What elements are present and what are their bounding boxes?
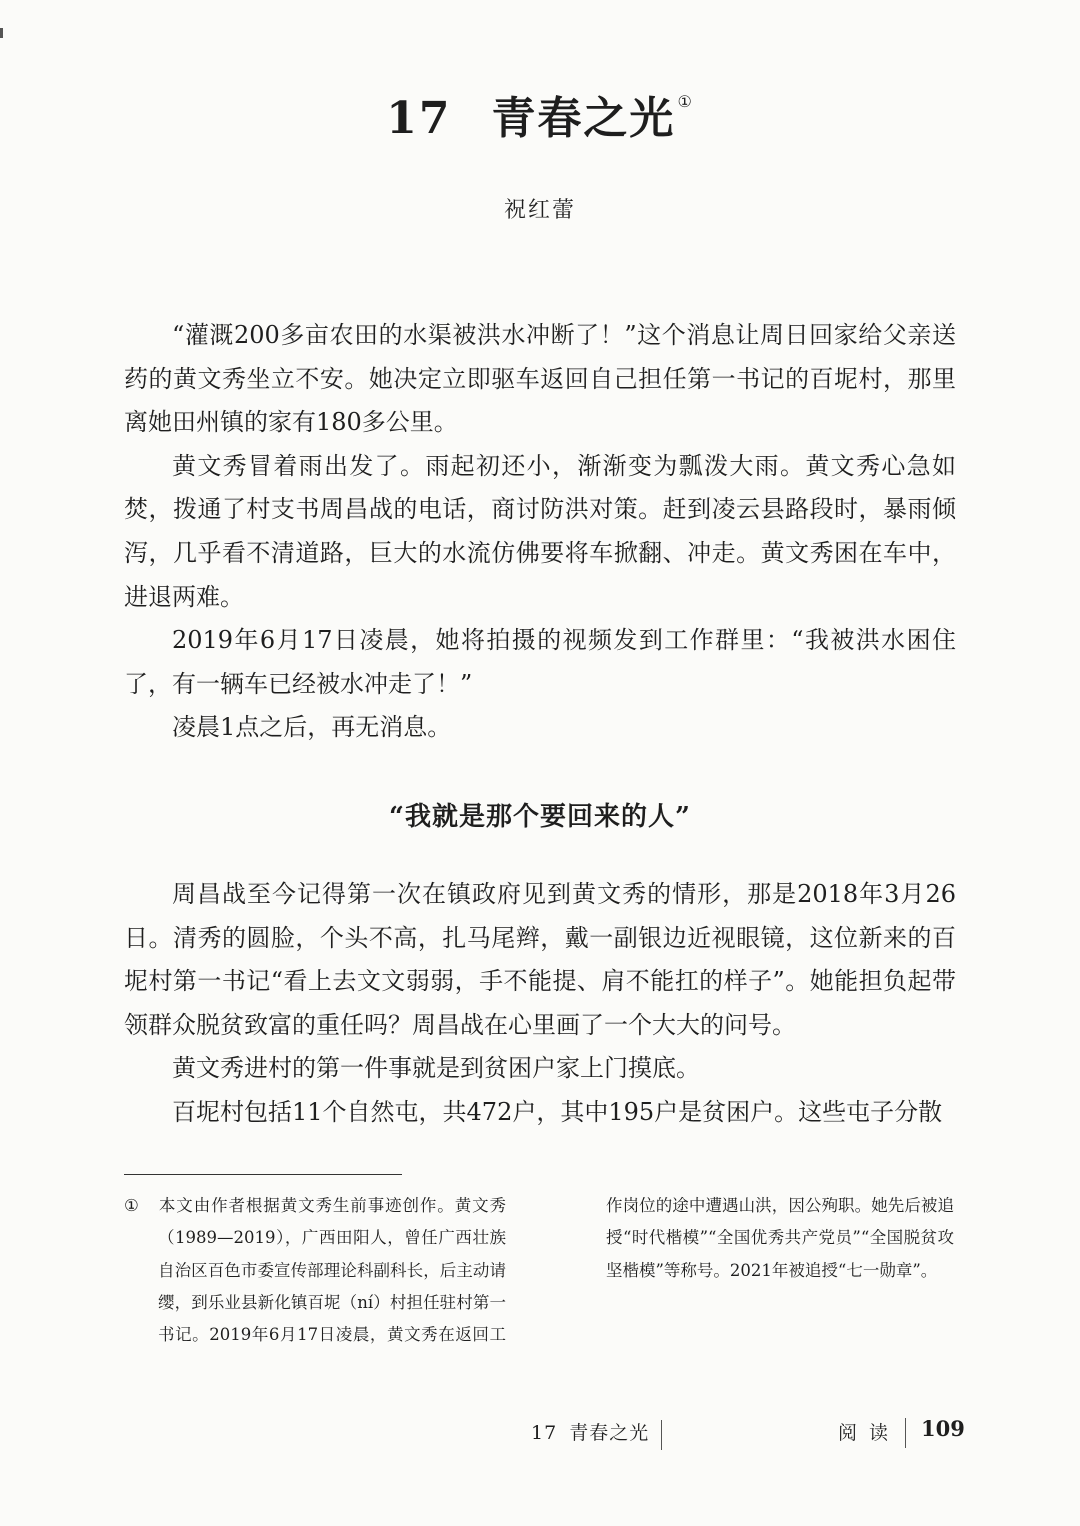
paragraph: 周昌战至今记得第一次在镇政府见到黄文秀的情形，那是2018年3月26日。清秀的圆脸，个头不高，扎马尾辫，戴一副银边近视眼镜，这位新来的百坭村第一书记“看上去文文弱弱，手不能提、肩不能扛的样子”。她能担负起带领群众脱贫致富的重任吗？周昌战在心里画了一个大大的问号。 <box>124 880 956 1039</box>
running-footer-chapter <box>531 1418 649 1445</box>
page-number: 109 <box>921 1416 965 1441</box>
section-subheading: “我就是那个要回来的人” <box>389 802 691 832</box>
author-name: 祝红蕾 <box>503 198 576 223</box>
footnote-reference[interactable]: ① <box>677 92 694 111</box>
footnote-text: 本文由作者根据黄文秀生前事迹创作。黄文秀（1989—2019），广西田阳人，曾任广西壮族自治区百色市委宣传部理论科副科长，后主动请缨，到乐业县新化镇百坭（ní）村担任驻村第一书记。2019年6月17日凌晨，黄文秀在返回工作岗位的途中遭遇山洪，因公殉职。她先后被追授“时代楷模”“全国优秀共产党员”“全国脱贫攻坚楷模”等称号。2021年被追授“七一勋章”。 <box>158 1196 954 1345</box>
article-title <box>0 92 1080 146</box>
footer-divider <box>905 1418 906 1448</box>
footnote <box>124 1190 954 1354</box>
article-title-text: 青春之光 <box>491 93 676 144</box>
footer-chapter-title: 青春之光 <box>569 1422 650 1444</box>
footnote-body <box>124 1190 954 1354</box>
article-number: 17 <box>386 93 452 144</box>
paragraph: “灌溉200多亩农田的水渠被洪水冲断了！”这个消息让周日回家给父亲送药的黄文秀坐立不安。她决定立即驱车返回自己担任第一书记的百坭村，那里离她田州镇的家有180多公里。 <box>124 321 956 437</box>
paragraph: 黄文秀冒着雨出发了。雨起初还小，渐渐变为瓢泼大雨。黄文秀心急如焚，拨通了村支书周昌战的电话，商讨防洪对策。赶到凌云县路段时，暴雨倾泻，几乎看不清道路，巨大的水流仿佛要将车掀翻、冲走。黄文秀困在车中，进退两难。 <box>124 451 956 611</box>
scan-edge-mark <box>0 28 3 38</box>
body-section-1 <box>124 314 956 750</box>
body-section-2 <box>124 873 956 1135</box>
paragraph: 凌晨1点之后，再无消息。 <box>172 713 452 742</box>
footer-section-label: 阅读 <box>838 1422 901 1444</box>
paragraph: 百坭村包括11个自然屯，共472户，其中195户是贫困户。这些屯子分散 <box>172 1097 943 1126</box>
footer-chapter-number: 17 <box>531 1422 558 1444</box>
footnote-marker: ① <box>124 1196 139 1215</box>
footnote-divider <box>124 1174 402 1175</box>
paragraph: 黄文秀进村的第一件事就是到贫困户家上门摸底。 <box>172 1054 700 1083</box>
page-footer <box>0 1414 1080 1454</box>
footer-divider <box>661 1420 662 1450</box>
paragraph: 2019年6月17日凌晨，她将拍摄的视频发到工作群里：“我被洪水困住了，有一辆车已经被水冲走了！” <box>124 626 956 698</box>
